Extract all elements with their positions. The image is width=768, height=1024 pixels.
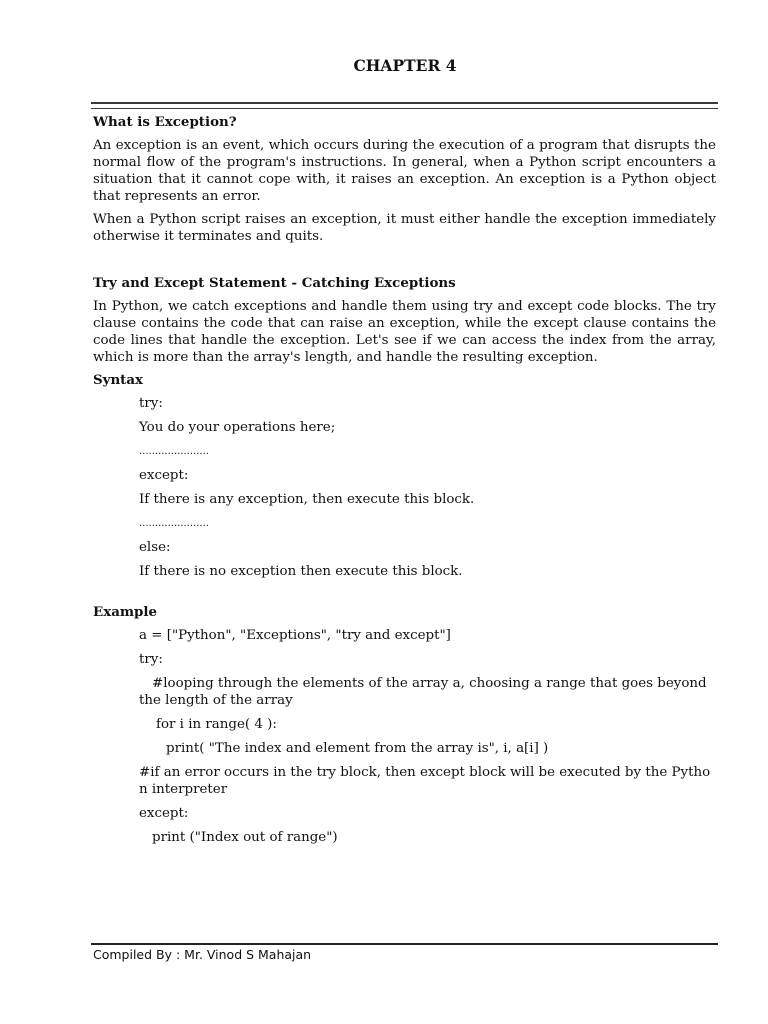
syntax-line: except: [139,468,189,483]
syntax-line: ...................... [139,518,209,529]
syntax-line: ...................... [139,446,209,457]
code-line: print ("Index out of range") [152,830,338,845]
example-heading: Example [93,604,158,620]
code-line: a = ["Python", "Exceptions", "try and except"] [139,628,451,643]
syntax-line: If there is no exception then execute this block. [139,564,463,579]
footer-divider [91,943,718,945]
code-line: #looping through the elements of the array a, choosing a range that goes beyond the length of the array [139,676,707,708]
code-line: #if an error occurs in the try block, then except block will be executed by the Python interpreter [139,765,711,797]
chapter-title: CHAPTER 4 [353,56,457,75]
syntax-line: else: [139,540,171,555]
code-line: for i in range( 4 ): [156,717,277,732]
syntax-line: If there is any exception, then execute this block. [139,492,475,507]
section-heading-what-is-exception: What is Exception? [93,114,237,130]
paragraph: When a Python script raises an exception, it must either handle the exception immediately otherwise it terminates and quits. [93,212,716,244]
spacer [93,587,716,604]
header-divider [91,102,718,109]
syntax-line: You do your operations here; [139,420,336,435]
code-line: except: [139,806,189,821]
code-line: print( "The index and element from the array is", i, a[i] ) [166,741,549,756]
paragraph: In Python, we catch exceptions and handle them using try and except code blocks. The try clause contains the code that can raise an exception, while the except clause contains the code lines that handle the exception. Let's see if we can access the index from the array, which is more than the array's length, and handle the resulting exception. [93,299,716,365]
code-line: try: [139,652,163,667]
footer-credit: Compiled By : Mr. Vinod S Mahajan [93,947,312,962]
syntax-line: try: [139,396,163,411]
spacer [93,251,716,275]
example-code-block [93,627,716,846]
paragraph: An exception is an event, which occurs during the execution of a program that disrupts the normal flow of the program's instructions. In general, when a Python script encounters a situation that it cannot cope with, it raises an exception. An exception is a Python object that represents an error. [93,138,716,204]
syntax-block [93,395,716,580]
page-content [93,114,716,853]
syntax-heading: Syntax [93,372,144,388]
section-heading-try-except: Try and Except Statement - Catching Exceptions [93,275,456,291]
